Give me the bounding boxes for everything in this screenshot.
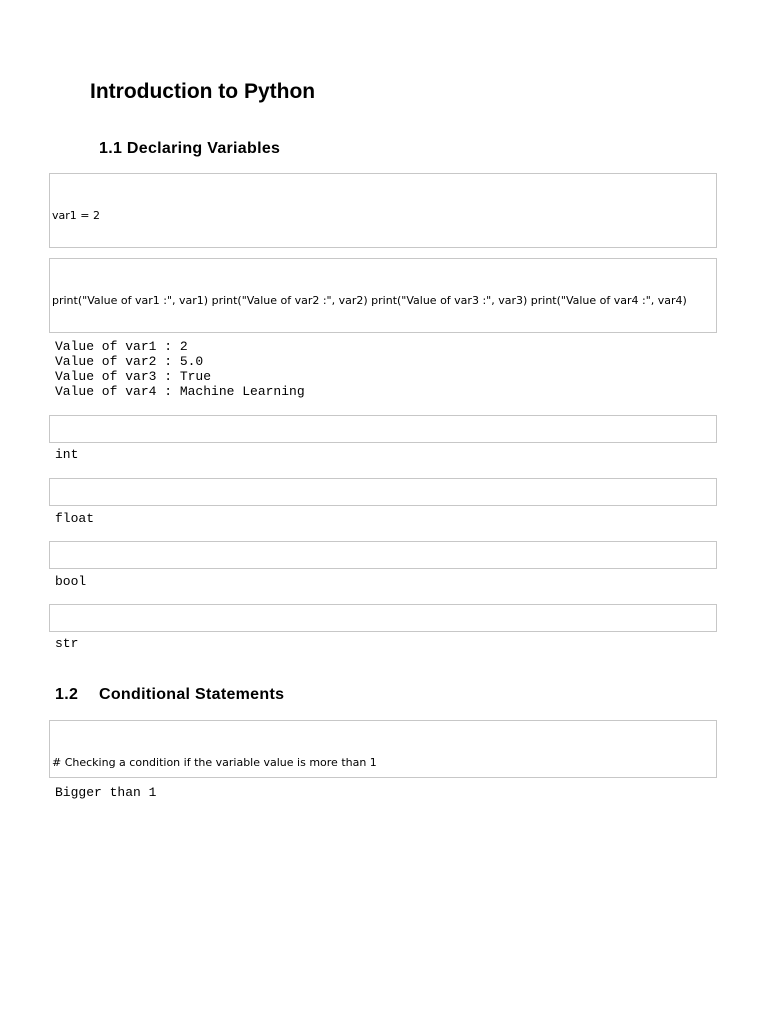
output-line: Value of var4 : Machine Learning: [55, 384, 305, 399]
output-type-var4: str: [55, 636, 79, 651]
section-number: 1.2: [55, 686, 79, 703]
section-heading-conditional-statements: [55, 686, 284, 704]
code-cell-print-values[interactable]: [49, 258, 717, 333]
output-type-var1: int: [55, 447, 79, 462]
output-conditional: Bigger than 1: [55, 785, 157, 800]
code-cell-declare-variables[interactable]: [49, 173, 717, 248]
output-print-values: [55, 339, 305, 399]
code-line: var1 = 2: [52, 209, 100, 222]
code-cell-conditional[interactable]: [49, 720, 717, 778]
output-line: Value of var3 : True: [55, 369, 212, 384]
code-comment-line: # Checking a condition if the variable value is more than 1: [52, 756, 377, 769]
page-title: Introduction to Python: [90, 80, 316, 103]
code-cell-type-var1[interactable]: [49, 415, 717, 443]
output-type-var3: bool: [55, 574, 87, 589]
code-cell-type-var4[interactable]: [49, 604, 717, 632]
output-line: Value of var1 : 2: [55, 339, 188, 354]
code-line: print("Value of var1 :", var1) print("Value of var2 :", var2) print("Value of var3 :", var3) print("Value of var4 :", var4): [52, 294, 687, 307]
output-line: Value of var2 : 5.0: [55, 354, 204, 369]
section-heading-declaring-variables: 1.1 Declaring Variables: [99, 140, 281, 157]
code-cell-type-var3[interactable]: [49, 541, 717, 569]
output-type-var2: float: [55, 511, 95, 526]
section-label: Conditional Statements: [99, 686, 285, 703]
code-cell-type-var2[interactable]: [49, 478, 717, 506]
